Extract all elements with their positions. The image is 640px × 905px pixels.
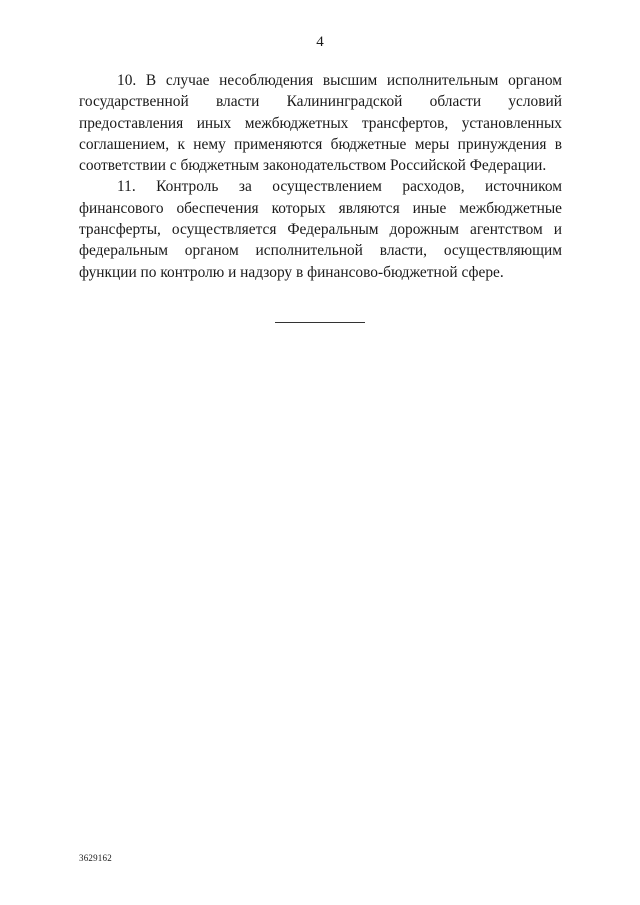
document-body — [79, 70, 562, 283]
paragraph-10: 10. В случае несоблюдения высшим исполнительным органом государственной власти Калининградской области условий предоставления иных межбюджетных трансфертов, установленных соглашением, к нему применяются бюджетные меры принуждения в соответствии с бюджетным законодательством Российской Федерации. — [79, 72, 562, 175]
document-code: 3629162 — [79, 853, 112, 863]
end-separator-line — [275, 322, 365, 323]
page-number: 4 — [316, 34, 324, 50]
paragraph-11: 11. Контроль за осуществлением расходов, источником финансового обеспечения которых являются иные межбюджетные трансферты, осуществляется Федеральным дорожным агентством и федеральным органом исполнительной власти, осуществляющим функции по контролю и надзору в финансово-бюджетной сфере. — [79, 178, 562, 281]
